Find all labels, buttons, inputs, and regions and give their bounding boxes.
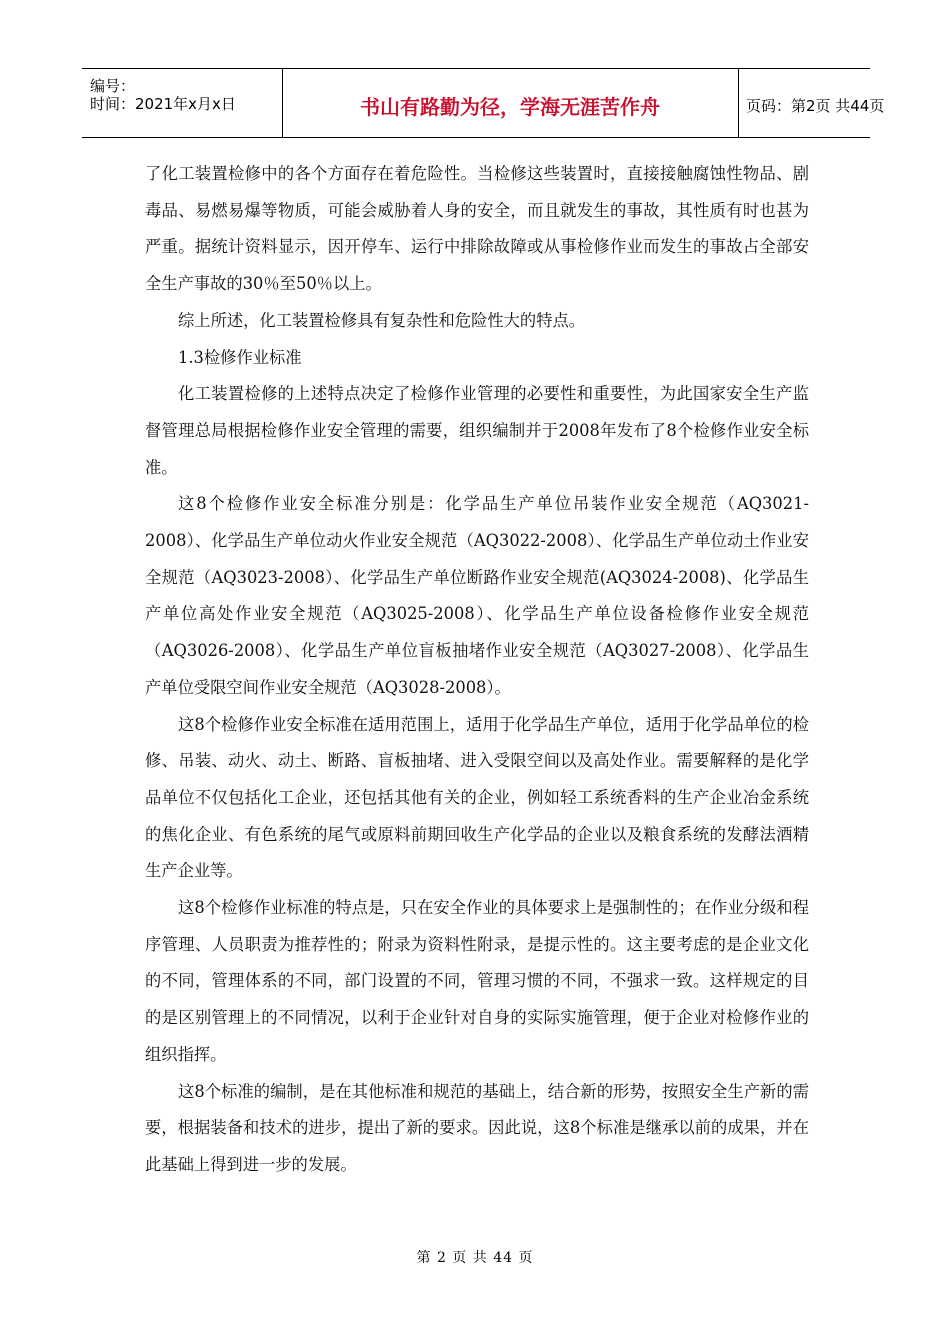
paragraph-3: 化工装置检修的上述特点决定了检修作业管理的必要性和重要性，为此国家安全生产监督管理总局根据检修作业安全管理的需要，组织编制并于2008年发布了8个检修作业安全标准。 [145, 384, 809, 477]
paragraph-2: 综上所述，化工装置检修具有复杂性和危险性大的特点。 [178, 310, 586, 330]
page-header [82, 68, 885, 138]
header-motto-cell [282, 69, 739, 137]
section-heading: 1.3检修作业标准 [178, 347, 302, 367]
header-page-cell [739, 69, 885, 137]
page-footer: 第 2 页 共 44 页 [416, 1250, 534, 1266]
document-number-label: 编号： [90, 77, 136, 95]
header-page-code: 页码：第2页 共44页 [746, 97, 885, 115]
paragraph-7: 这8个标准的编制，是在其他标准和规范的基础上，结合新的形势，按照安全生产新的需要，根据装备和技术的进步，提出了新的要求。因此说，这8个标准是继承以前的成果，并在此基础上得到进一步的发展。 [145, 1081, 809, 1174]
header-info-cell [82, 69, 283, 137]
header-motto: 书山有路勤为径，学海无涯苦作舟 [360, 95, 660, 119]
document-date-label: 时间：2021年x月x日 [90, 95, 236, 113]
paragraph-6: 这8个检修作业标准的特点是，只在安全作业的具体要求上是强制性的；在作业分级和程序管理、人员职责为推荐性的；附录为资料性附录，是提示性的。这主要考虑的是企业文化的不同，管理体系的不同，部门设置的不同，管理习惯的不同，不强求一致。这样规定的目的是区别管理上的不同情况，以利于企业针对自身的实际实施管理，便于企业对检修作业的组织指挥。 [145, 898, 809, 1064]
paragraph-4: 这8个检修作业安全标准分别是：化学品生产单位吊装作业安全规范（AQ3021-2008）、化学品生产单位动火作业安全规范（AQ3022-2008）、化学品生产单位动土作业安全规范（AQ3023-2008）、化学品生产单位断路作业安全规范(AQ3024-2008)、化学品生产单位高处作业安全规范（AQ3025-2008）、化学品生产单位设备检修作业安全规范（AQ3026-2008）、化学品生产单位盲板抽堵作业安全规范（AQ3027-2008）、化学品生产单位受限空间作业安全规范（AQ3028-2008）。 [145, 494, 809, 697]
paragraph-1: 了化工装置检修中的各个方面存在着危险性。当检修这些装置时，直接接触腐蚀性物品、剧毒品、易燃易爆等物质，可能会威胁着人身的安全，而且就发生的事故，其性质有时也甚为严重。据统计资料显示，因开停车、运行中排除故障或从事检修作业而发生的事故占全部安全生产事故的30％至50％以上。 [145, 164, 809, 294]
paragraph-5: 这8个检修作业安全标准在适用范围上，适用于化学品生产单位，适用于化学品单位的检修、吊装、动火、动土、断路、盲板抽堵、进入受限空间以及高处作业。需要解释的是化学品单位不仅包括化工企业，还包括其他有关的企业，例如轻工系统香料的生产企业冶金系统的焦化企业、有色系统的尾气或原料前期回收生产化学品的企业以及粮食系统的发酵法酒精生产企业等。 [145, 714, 809, 881]
document-body [145, 156, 809, 1184]
